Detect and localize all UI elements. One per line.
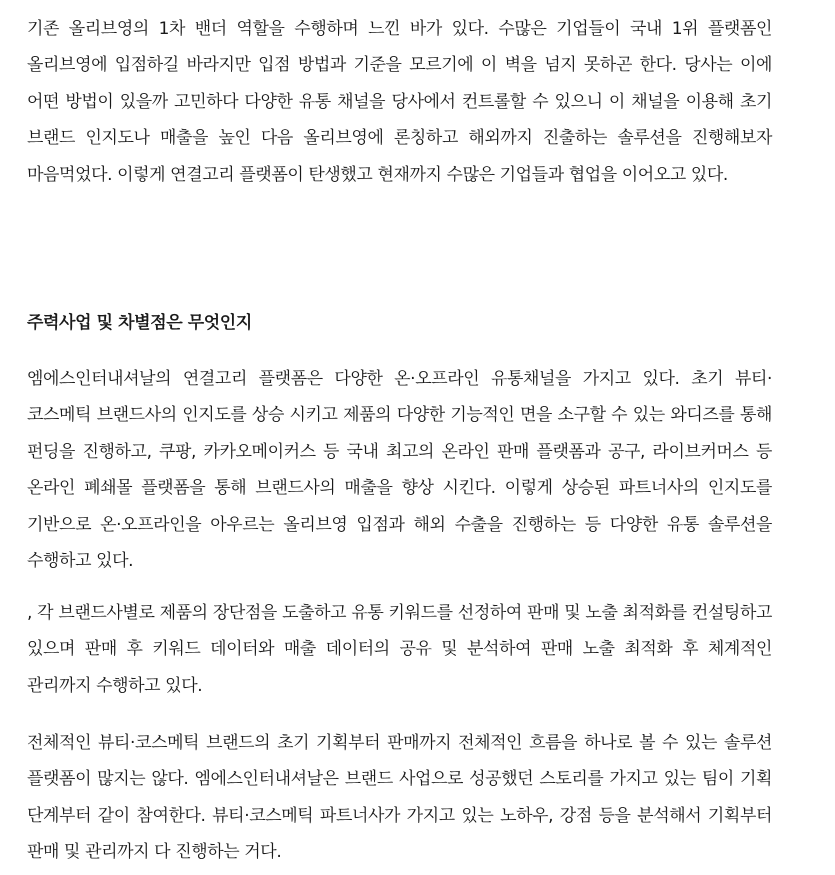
section-heading: 주력사업 및 차별점은 무엇인지 <box>27 313 252 333</box>
paragraph-consulting: , 각 브랜드사별로 제품의 장단점을 도출하고 유통 키워드를 선정하여 판매 및 노출 최적화를 컨설팅하고 있으며 판매 후 키워드 데이터와 매출 데이터의 공유 및 분석하여 판매 노출 최적화 후 체계적인 관리까지 수행하고 있다. <box>27 603 772 696</box>
paragraph-solution: 전체적인 뷰티·코스메틱 브랜드의 초기 기획부터 판매까지 전체적인 흐름을 하나로 볼 수 있는 솔루션 플랫폼이 많지는 않다. 엠에스인터내셔날은 브랜드 사업으로 성공했던 스토리를 가지고 있는 팀이 기획 단계부터 같이 참여한다. 뷰티·코스메틱 파트너사가 가지고 있는 노하우, 강점 등을 분석해서 기획부터 판매 및 관리까지 다 진행하는 거다. <box>27 733 772 863</box>
paragraph-intro: 기존 올리브영의 1차 밴더 역할을 수행하며 느낀 바가 있다. 수많은 기업들이 국내 1위 플랫폼인 올리브영에 입점하길 바라지만 입점 방법과 기준을 모르기에 이 벽을 넘지 못하곤 한다. 당사는 이에 어떤 방법이 있을까 고민하다 다양한 유통 채널을 당사에서 컨트롤할 수 있으니 이 채널을 이용해 초기 브랜드 인지도나 매출을 높인 다음 올리브영에 론칭하고 해외까지 진출하는 솔루션을 진행해보자 마음먹었다. 이렇게 연결고리 플랫폼이 탄생했고 현재까지 수많은 기업들과 협업을 이어오고 있다. <box>27 19 772 185</box>
paragraph-platform: 엠에스인터내셔날의 연결고리 플랫폼은 다양한 온·오프라인 유통채널을 가지고 있다. 초기 뷰티·코스메틱 브랜드사의 인지도를 상승 시키고 제품의 다양한 기능적인 면을 소구할 수 있는 와디즈를 통해 펀딩을 진행하고, 쿠팡, 카카오메이커스 등 국내 최고의 온라인 판매 플랫폼과 공구, 라이브커머스 등 온라인 폐쇄몰 플랫폼을 통해 브랜드사의 매출을 향상 시킨다. 이렇게 상승된 파트너사의 인지도를 기반으로 온·오프라인을 아우르는 올리브영 입점과 해외 수출을 진행하는 등 다양한 유통 솔루션을 수행하고 있다. <box>27 369 772 572</box>
